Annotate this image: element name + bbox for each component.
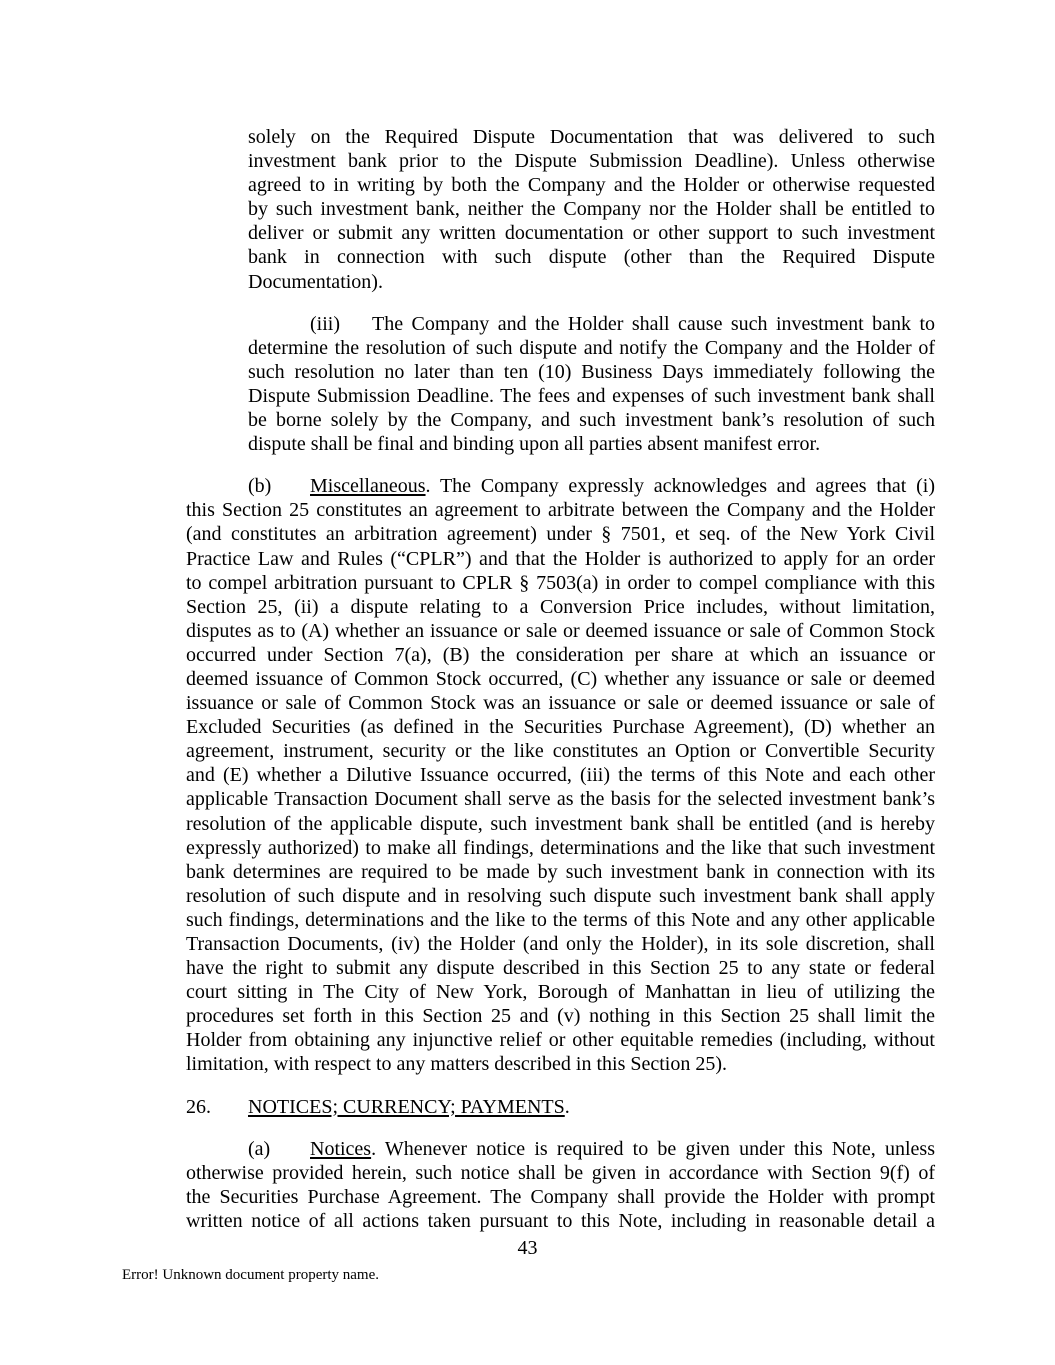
text-line	[248, 149, 935, 173]
text-run: Documentation).	[248, 270, 383, 293]
text-run: Transaction Documents, (iv) the Holder (and only the Holder), in its sole discretion, shall	[186, 933, 935, 955]
text-line	[186, 1209, 935, 1233]
document-body	[186, 125, 935, 1233]
text-run: procedures set forth in this Section 25 and (v) nothing in this Section 25 shall limit the	[186, 1005, 935, 1028]
text-run: agreement, instrument, security or the like constitutes an Option or Convertible Security	[186, 740, 935, 763]
enumeration-label: (b)	[248, 475, 272, 498]
text-run: Holder from obtaining any injunctive relief or other equitable remedies (including, without	[186, 1029, 935, 1052]
text-run: dispute shall be final and binding upon all parties absent manifest error.	[248, 433, 821, 456]
text-line	[186, 1137, 935, 1161]
text-line	[186, 956, 935, 980]
text-run: Excluded Securities (as defined in the Securities Purchase Agreement), (D) whether an	[186, 716, 935, 739]
text-run: resolution of such dispute and in resolving such dispute such investment bank shall apply	[186, 884, 935, 907]
text-run: otherwise provided herein, such notice shall be given in accordance with Section 9(f) of	[186, 1161, 935, 1184]
text-line	[248, 221, 935, 245]
text-line	[186, 1161, 935, 1185]
text-run: Dispute Submission Deadline. The fees and expenses of such investment bank shall	[248, 384, 935, 407]
text-run: by such investment bank, neither the Company nor the Holder shall be entitled to	[248, 198, 935, 221]
text-run: determine the resolution of such dispute and notify the Company and the Holder of	[248, 336, 935, 359]
text-run: disputes as to (A) whether an issuance or sale or deemed issuance or sale of Common Stock	[186, 619, 935, 642]
text-line	[186, 787, 935, 811]
text-line	[186, 763, 935, 787]
text-run: .	[564, 1095, 570, 1118]
text-line	[186, 1052, 935, 1076]
text-run: such resolution no later than ten (10) Business Days immediately following the	[248, 360, 935, 383]
paragraph-iii-investment-bank	[248, 312, 935, 457]
text-run: issuance or sale of Common Stock was an issuance or sale or deemed issuance or sale of	[186, 692, 935, 715]
text-line	[186, 812, 935, 836]
underlined-text: NOTICES; CURRENCY; PAYMENTS	[248, 1095, 565, 1118]
text-line	[248, 408, 935, 432]
text-run: expressly authorized) to make all findings, determinations and the like that such investment	[186, 836, 935, 859]
text-line	[248, 384, 935, 408]
text-line	[186, 595, 935, 619]
text-line	[248, 270, 935, 294]
text-line	[186, 1004, 935, 1028]
paragraph-dispute-documentation	[248, 125, 935, 294]
text-line	[248, 432, 935, 456]
underlined-text: Notices	[310, 1137, 372, 1160]
text-line	[248, 312, 935, 336]
text-line	[186, 836, 935, 860]
text-line	[186, 571, 935, 595]
text-line	[248, 125, 935, 149]
text-run: such findings, determinations and the like to the terms of this Note and any other applicable	[186, 908, 935, 931]
text-run: solely on the Required Dispute Documentation that was delivered to such	[248, 126, 935, 148]
text-run: agreed to in writing by both the Company and the Holder or otherwise requested	[248, 174, 935, 197]
text-run: The Company and the Holder shall cause such investment bank to	[372, 312, 935, 335]
text-run: to compel arbitration pursuant to CPLR § 7503(a) in order to compel compliance with this	[186, 571, 935, 594]
text-run: bank in connection with such dispute (other than the Required Dispute	[248, 246, 935, 269]
text-run: investment bank prior to the Dispute Submission Deadline). Unless otherwise	[248, 150, 935, 173]
text-run: Practice Law and Rules (“CPLR”) and that the Holder is authorized to apply for an order	[186, 547, 935, 570]
text-line	[186, 980, 935, 1004]
text-run: . Whenever notice is required to be given under this Note, unless	[371, 1137, 935, 1160]
text-line	[186, 884, 935, 908]
text-line	[186, 908, 935, 932]
text-run: court sitting in The City of New York, Borough of Manhattan in lieu of utilizing the	[186, 981, 935, 1004]
text-line	[248, 197, 935, 221]
text-run: and (E) whether a Dilutive Issuance occurred, (iii) the terms of this Note and each other	[186, 764, 935, 787]
text-line	[186, 474, 935, 498]
text-line	[186, 1095, 935, 1119]
paragraph-b-miscellaneous	[186, 474, 935, 1076]
text-line	[186, 619, 935, 643]
page-number: 43	[517, 1237, 538, 1259]
text-line	[186, 739, 935, 763]
enumeration-label: (a)	[248, 1137, 271, 1160]
text-line	[248, 336, 935, 360]
text-line	[248, 245, 935, 269]
text-line	[186, 1185, 935, 1209]
text-run: be borne solely by the Company, and such investment bank’s resolution of such	[248, 409, 935, 432]
text-line	[186, 715, 935, 739]
enumeration-label: 26.	[186, 1095, 211, 1118]
text-line	[186, 667, 935, 691]
text-run: written notice of all actions taken pursuant to this Note, including in reasonable detail a	[186, 1209, 935, 1232]
text-run: applicable Transaction Document shall serve as the basis for the selected investment bank’s	[186, 788, 935, 811]
text-run: resolution of the applicable dispute, such investment bank shall be entitled (and is hereby	[186, 812, 935, 835]
text-run: Section 25, (ii) a dispute relating to a Conversion Price includes, without limitation,	[186, 595, 935, 618]
text-line	[186, 860, 935, 884]
text-line	[186, 643, 935, 667]
text-run: . The Company expressly acknowledges and agrees that (i)	[425, 475, 935, 498]
text-run: deliver or submit any written documentation or other support to such investment	[248, 222, 935, 245]
text-run: occurred under Section 7(a), (B) the consideration per share at which an issuance or	[186, 643, 935, 666]
text-line	[186, 522, 935, 546]
text-run: bank determines are required to be made by such investment bank in connection with its	[186, 860, 935, 883]
text-line	[186, 691, 935, 715]
enumeration-label: (iii)	[310, 312, 340, 335]
text-line	[186, 498, 935, 522]
text-run: have the right to submit any dispute described in this Section 25 to any state or federal	[186, 957, 935, 980]
heading-section-26	[186, 1095, 935, 1119]
text-run: (and constitutes an arbitration agreement) under § 7501, et seq. of the New York Civil	[186, 523, 935, 546]
text-line	[248, 360, 935, 384]
text-line	[186, 932, 935, 956]
text-run: the Securities Purchase Agreement. The Company shall provide the Holder with prompt	[186, 1185, 935, 1208]
text-run: deemed issuance of Common Stock occurred, (C) whether any issuance or sale or deemed	[186, 667, 935, 690]
text-line	[248, 173, 935, 197]
underlined-text: Miscellaneous	[310, 475, 426, 498]
text-line	[186, 547, 935, 571]
text-line	[186, 1028, 935, 1052]
text-run: limitation, with respect to any matters described in this Section 25).	[186, 1053, 727, 1076]
footer-error-note: Error! Unknown document property name.	[122, 1267, 380, 1283]
paragraph-a-notices	[186, 1137, 935, 1233]
text-run: this Section 25 constitutes an agreement to arbitrate between the Company and the Holder	[186, 499, 935, 522]
